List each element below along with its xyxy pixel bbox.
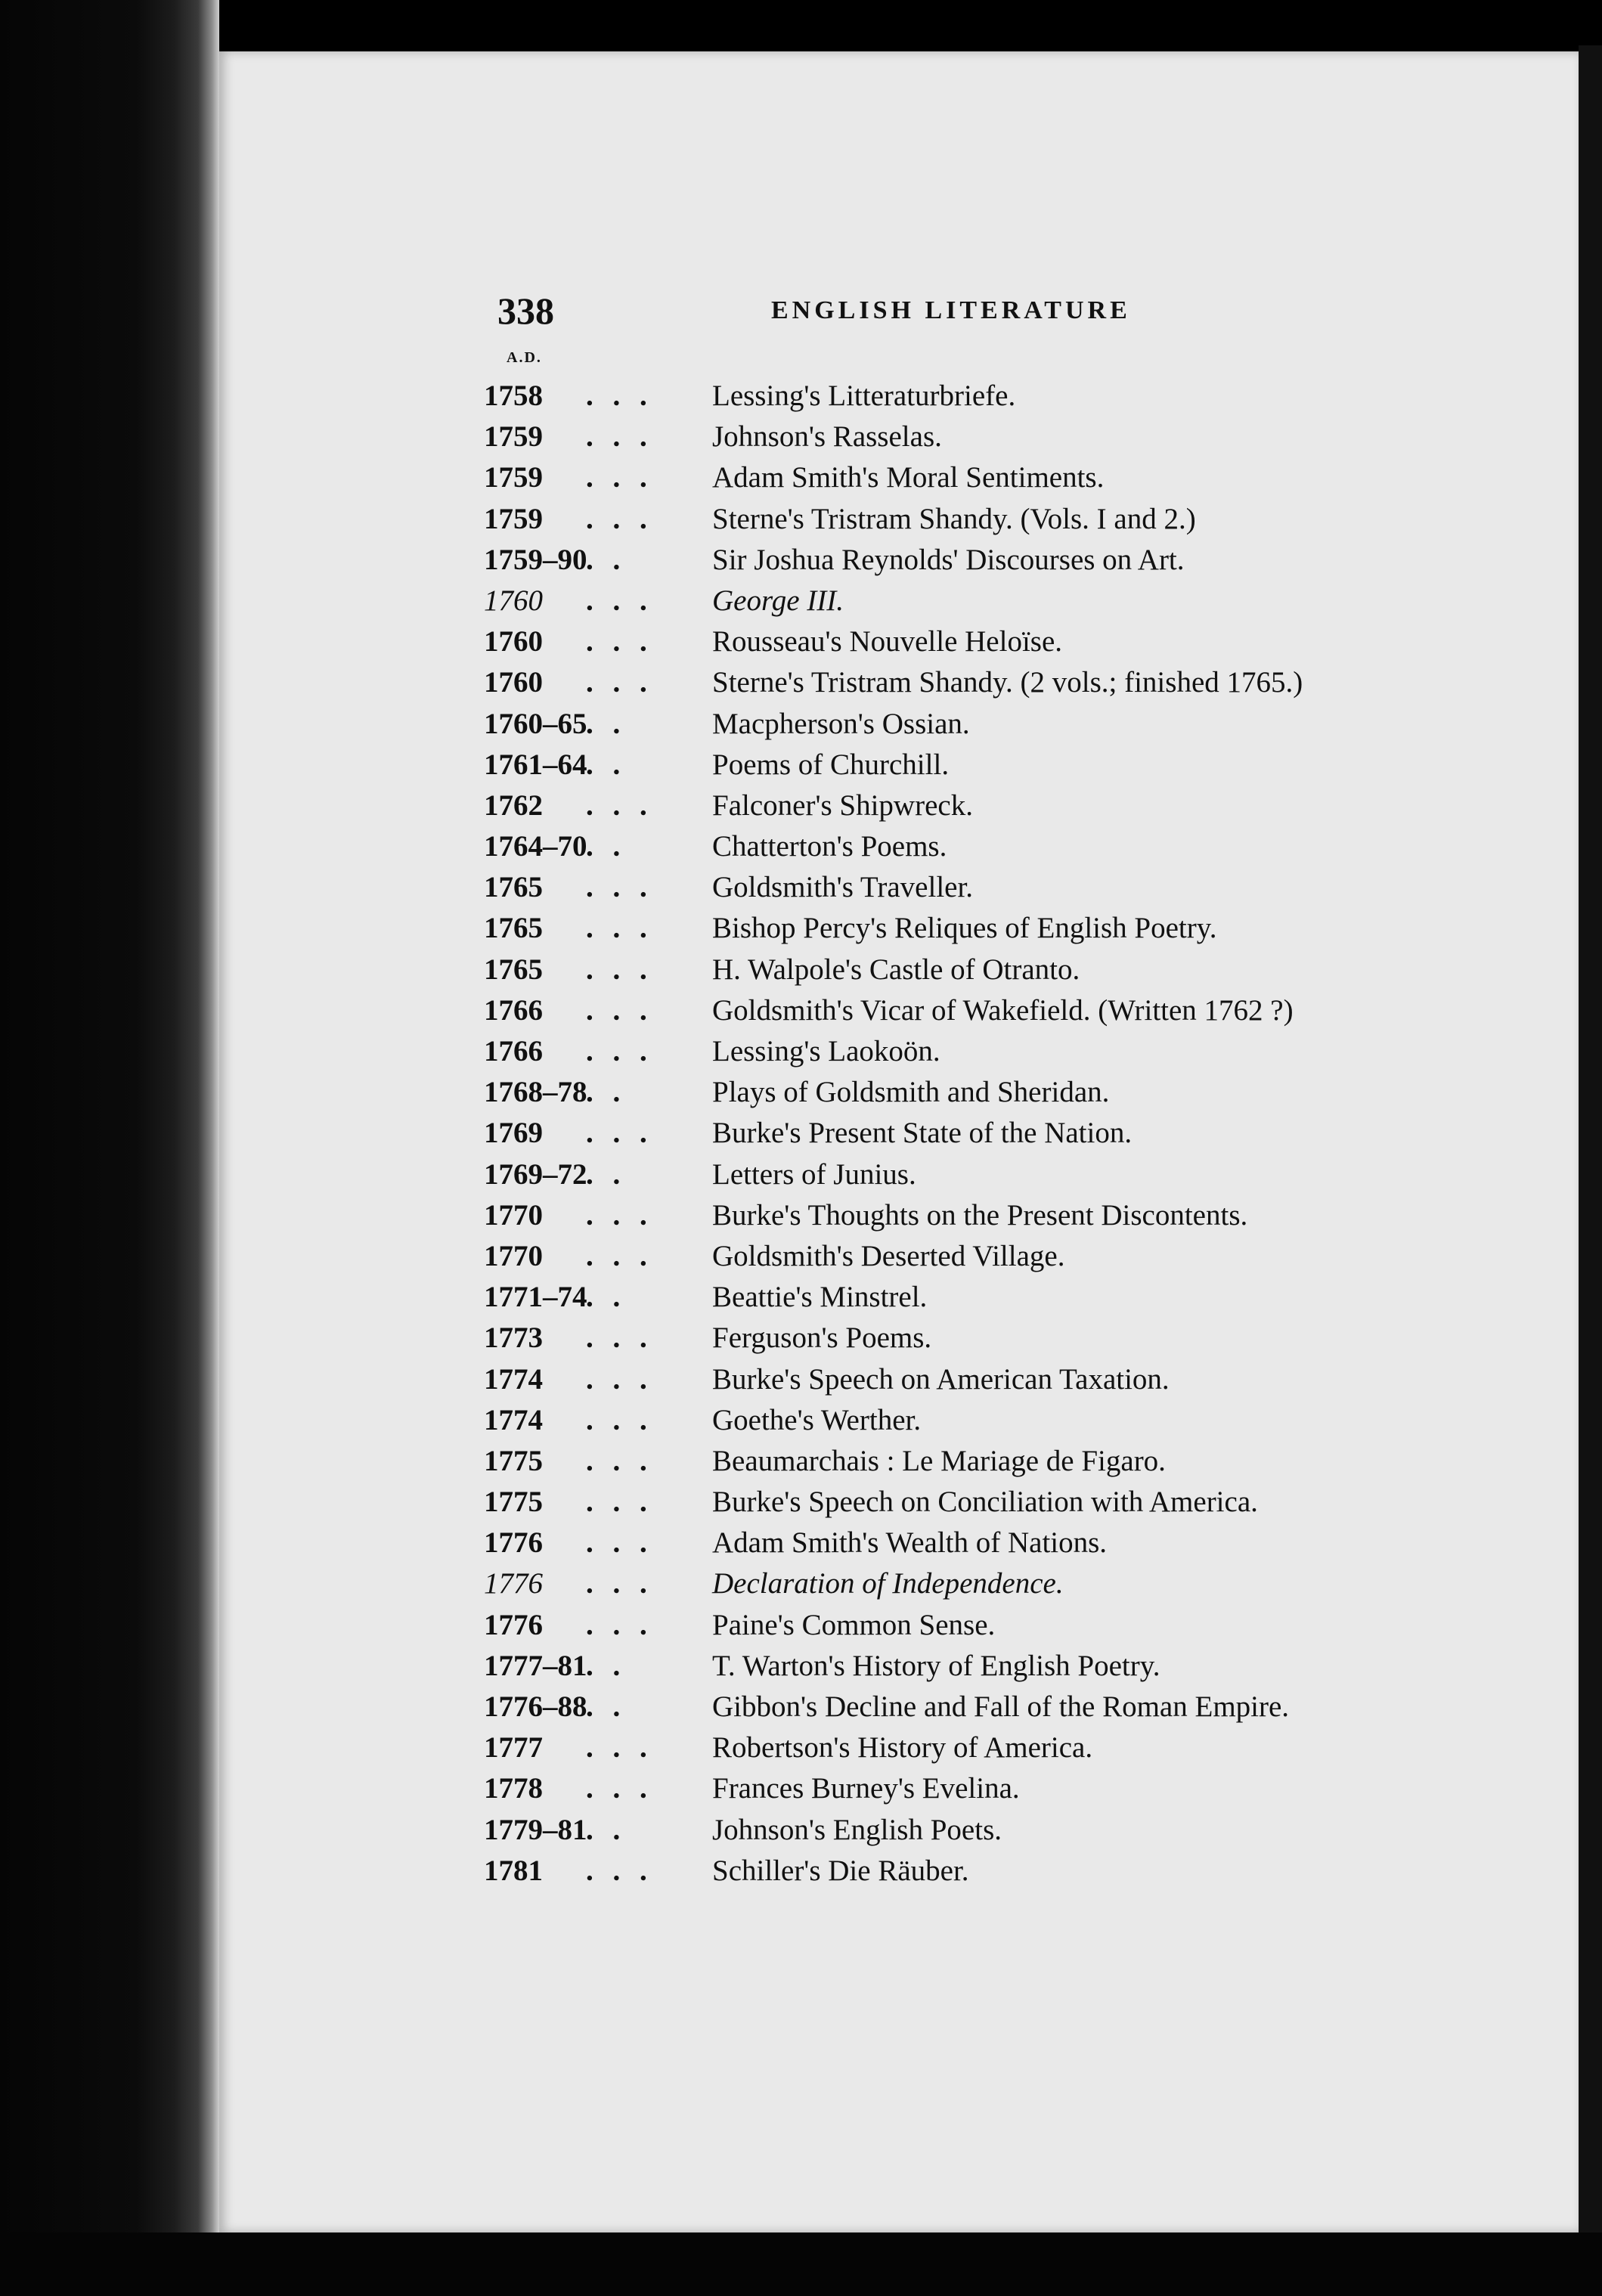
entry-title: Johnson's Rasselas.	[712, 420, 942, 454]
entry-year: 1766	[484, 993, 543, 1027]
entry-title: H. Walpole's Castle of Otranto.	[712, 953, 1080, 986]
entry-leader-dots: . . .	[586, 1239, 653, 1272]
entry-title: Burke's Thoughts on the Present Discontents.	[712, 1198, 1248, 1232]
entry-title: Goldsmith's Traveller.	[712, 871, 974, 904]
entry-title: Beattie's Minstrel.	[712, 1281, 928, 1314]
chronology-entry	[484, 581, 1474, 621]
entry-title: Beaumarchais : Le Mariage de Figaro.	[712, 1444, 1166, 1477]
entry-title: Ferguson's Poems.	[712, 1322, 932, 1355]
entry-leader-dots: . . .	[586, 1322, 653, 1355]
entry-leader-dots: . . .	[586, 1854, 653, 1887]
entry-year: 1776	[484, 1526, 543, 1560]
chronology-entry	[484, 499, 1474, 540]
chronology-entry	[484, 1687, 1474, 1727]
entry-title: Adam Smith's Moral Sentiments.	[712, 461, 1105, 494]
entry-title: Paine's Common Sense.	[712, 1608, 996, 1641]
entry-year: 1760	[484, 625, 543, 658]
entry-leader-dots: . . .	[586, 912, 653, 945]
chronology-entry	[484, 950, 1474, 990]
entry-year: 1764–70	[484, 830, 587, 863]
entry-year: 1774	[484, 1362, 543, 1396]
entry-title: Macpherson's Ossian.	[712, 707, 970, 740]
entry-leader-dots: . . .	[586, 1035, 653, 1067]
chronology-entry	[484, 745, 1474, 785]
entry-leader-dots: . .	[586, 1281, 627, 1314]
entry-title: Sterne's Tristram Shandy. (Vols. I and 2.)	[712, 502, 1196, 535]
entry-year: 1760	[484, 584, 543, 617]
entry-leader-dots: . . .	[586, 1526, 653, 1560]
entry-title: Lessing's Litteraturbriefe.	[712, 380, 1016, 412]
entry-year: 1768–78	[484, 1076, 587, 1109]
chronology-entry	[484, 1563, 1474, 1604]
entry-leader-dots: . . .	[586, 1117, 653, 1150]
chronology-entry	[484, 1154, 1474, 1195]
chronology-entry	[484, 704, 1474, 745]
entry-title: Goldsmith's Vicar of Wakefield. (Written 1762 ?)	[712, 993, 1294, 1027]
entry-title: George III.	[712, 584, 844, 617]
chronology-entry	[484, 1605, 1474, 1646]
entry-year: 1769	[484, 1117, 543, 1150]
entry-title: Robertson's History of America.	[712, 1731, 1093, 1765]
entry-year: 1773	[484, 1322, 543, 1355]
entry-year: 1775	[484, 1444, 543, 1477]
entry-title: Goethe's Werther.	[712, 1403, 922, 1436]
entry-year: 1765	[484, 912, 543, 945]
entry-year: 1765	[484, 871, 543, 904]
chronology-entry	[484, 1646, 1474, 1687]
entry-leader-dots: . . .	[586, 1486, 653, 1519]
page-header	[497, 289, 1253, 334]
chronology-entry	[484, 1441, 1474, 1482]
entry-leader-dots: . . .	[586, 1772, 653, 1805]
entry-leader-dots: . . .	[586, 1362, 653, 1396]
entry-leader-dots: . . .	[586, 789, 653, 822]
entry-year: 1781	[484, 1854, 543, 1887]
entry-year: 1771–74	[484, 1281, 587, 1314]
entry-title: Frances Burney's Evelina.	[712, 1772, 1020, 1805]
entry-year: 1765	[484, 953, 543, 986]
entry-title: Poems of Churchill.	[712, 748, 950, 781]
entry-leader-dots: . . .	[586, 953, 653, 986]
entry-leader-dots: . .	[586, 543, 627, 576]
page-number: 338	[497, 290, 554, 332]
chronology-entry	[484, 1359, 1474, 1400]
entry-leader-dots: . . .	[586, 1608, 653, 1641]
entry-leader-dots: . .	[586, 748, 627, 781]
entry-year: 1779–81	[484, 1813, 587, 1846]
right-page-edge	[1579, 45, 1602, 2238]
entry-title: Schiller's Die Räuber.	[712, 1854, 969, 1887]
entry-leader-dots: . . .	[586, 1198, 653, 1232]
entry-leader-dots: . .	[586, 1649, 627, 1682]
entry-year: 1774	[484, 1403, 543, 1436]
entry-title: Sterne's Tristram Shandy. (2 vols.; finished 1765.)	[712, 666, 1303, 699]
entry-leader-dots: . .	[586, 1157, 627, 1191]
entry-leader-dots: . . .	[586, 584, 653, 617]
chronology-entry	[484, 990, 1474, 1031]
entry-title: Rousseau's Nouvelle Heloïse.	[712, 625, 1063, 658]
chronology-entry	[484, 1523, 1474, 1563]
entry-leader-dots: . . .	[586, 420, 653, 454]
chronology-entry	[484, 1727, 1474, 1768]
entry-title: Falconer's Shipwreck.	[712, 789, 973, 822]
entry-year: 1777	[484, 1731, 543, 1765]
entry-leader-dots: . .	[586, 830, 627, 863]
chronology-entry	[484, 908, 1474, 949]
chronology-entry	[484, 867, 1474, 908]
entry-leader-dots: . . .	[586, 1567, 653, 1600]
entry-title: Burke's Present State of the Nation.	[712, 1117, 1133, 1150]
chronology-entry	[484, 376, 1474, 417]
entry-title: Burke's Speech on American Taxation.	[712, 1362, 1170, 1396]
entry-year: 1777–81	[484, 1649, 587, 1682]
chronology-entry	[484, 785, 1474, 826]
running-title: ENGLISH LITERATURE	[771, 296, 1131, 324]
chronology-entry	[484, 1482, 1474, 1523]
entry-year: 1769–72	[484, 1157, 587, 1191]
entry-leader-dots: . . .	[586, 1444, 653, 1477]
entry-leader-dots: . .	[586, 1813, 627, 1846]
entry-leader-dots: . . .	[586, 461, 653, 494]
entry-year: 1761–64	[484, 748, 587, 781]
chronology-entry	[484, 1768, 1474, 1809]
entry-leader-dots: . . .	[586, 625, 653, 658]
chronology-entry	[484, 1318, 1474, 1359]
entry-year: 1778	[484, 1772, 543, 1805]
entry-title: Goldsmith's Deserted Village.	[712, 1239, 1065, 1272]
entry-year: 1766	[484, 1035, 543, 1067]
entry-leader-dots: . .	[586, 1076, 627, 1109]
entry-title: T. Warton's History of English Poetry.	[712, 1649, 1160, 1682]
entry-year: 1770	[484, 1239, 543, 1272]
chronology-entry	[484, 417, 1474, 457]
chronology-entry	[484, 457, 1474, 498]
entry-title: Letters of Junius.	[712, 1157, 916, 1191]
chronology-entry	[484, 540, 1474, 581]
entry-title: Lessing's Laokoön.	[712, 1035, 940, 1067]
chronology-entry	[484, 1031, 1474, 1072]
entry-leader-dots: . . .	[586, 1403, 653, 1436]
chronology-entry	[484, 1277, 1474, 1318]
chronology-entry	[484, 1236, 1474, 1277]
entry-leader-dots: . . .	[586, 1731, 653, 1765]
entry-title: Chatterton's Poems.	[712, 830, 947, 863]
era-label: A.D.	[507, 349, 542, 366]
entry-title: Gibbon's Decline and Fall of the Roman Empire.	[712, 1690, 1290, 1723]
entry-leader-dots: . .	[586, 707, 627, 740]
entry-title: Burke's Speech on Conciliation with America.	[712, 1486, 1258, 1519]
bottom-page-edge	[0, 2232, 1602, 2296]
chronology-entry	[484, 1851, 1474, 1892]
chronology-entry	[484, 1810, 1474, 1851]
chronology-list	[484, 376, 1474, 1892]
entry-year: 1758	[484, 380, 543, 412]
entry-title: Johnson's English Poets.	[712, 1813, 1002, 1846]
entry-leader-dots: . . .	[586, 871, 653, 904]
entry-leader-dots: . . .	[586, 502, 653, 535]
entry-title: Bishop Percy's Reliques of English Poetry.	[712, 912, 1217, 945]
entry-title: Declaration of Independence.	[712, 1567, 1064, 1600]
entry-year: 1770	[484, 1198, 543, 1232]
entry-year: 1776	[484, 1608, 543, 1641]
entry-title: Plays of Goldsmith and Sheridan.	[712, 1076, 1110, 1109]
entry-year: 1759	[484, 461, 543, 494]
entry-title: Sir Joshua Reynolds' Discourses on Art.	[712, 543, 1185, 576]
chronology-entry	[484, 1195, 1474, 1236]
entry-year: 1762	[484, 789, 543, 822]
chronology-entry	[484, 1072, 1474, 1113]
book-spine	[0, 0, 219, 2296]
entry-leader-dots: . . .	[586, 380, 653, 412]
entry-leader-dots: . .	[586, 1690, 627, 1723]
chronology-entry	[484, 662, 1474, 703]
chronology-entry	[484, 1400, 1474, 1441]
entry-year: 1759–90	[484, 543, 587, 576]
entry-year: 1759	[484, 502, 543, 535]
entry-leader-dots: . . .	[586, 666, 653, 699]
entry-leader-dots: . . .	[586, 993, 653, 1027]
entry-year: 1760	[484, 666, 543, 699]
entry-year: 1760–65	[484, 707, 587, 740]
entry-year: 1776–88	[484, 1690, 587, 1723]
chronology-entry	[484, 1113, 1474, 1154]
entry-year: 1776	[484, 1567, 543, 1600]
chronology-entry	[484, 621, 1474, 662]
entry-year: 1775	[484, 1486, 543, 1519]
entry-title: Adam Smith's Wealth of Nations.	[712, 1526, 1108, 1560]
entry-year: 1759	[484, 420, 543, 454]
chronology-entry	[484, 826, 1474, 867]
